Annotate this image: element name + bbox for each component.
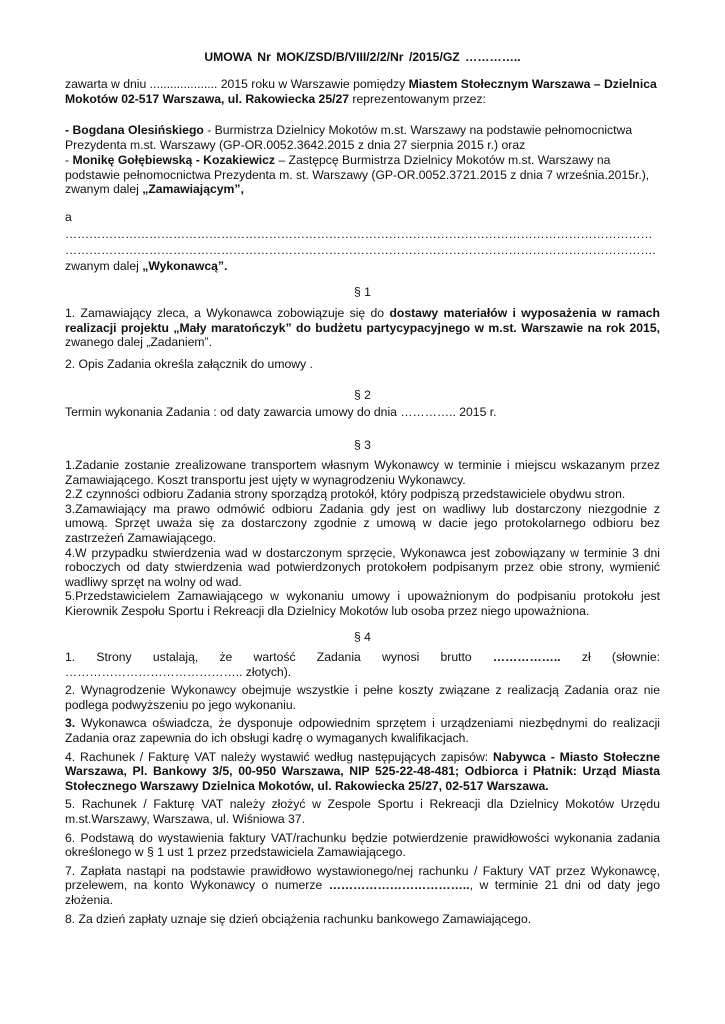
- s1-p1-bold: dostawy materiałów i wyposażenia w ramach realizacji projektu „Mały maratończyk” do budżetu partycypacyjnego w m.st. Warszawie na rok 2015,: [65, 306, 660, 335]
- s4-paragraph-8: 8. Za dzień zapłaty uznaje się dzień obciążenia rachunku bankowego Zamawiającego.: [65, 911, 532, 926]
- section-2-heading: § 2: [354, 388, 371, 402]
- section-2-paragraph: Termin wykonania Zadania : od daty zawarcia umowy do dnia ………….. 2015 r.: [65, 405, 497, 419]
- intro-paragraph: [65, 77, 660, 106]
- s4-p3-text: Wykonawca oświadcza, że dysponuje odpowiednim sprzętem i urządzeniami niezbędnymi do realizacji Zadania oraz zapewnia do ich obsługi kadrę o wymaganych kwalifikacjach.: [65, 716, 660, 745]
- s4-paragraph-6: 6. Podstawą do wystawienia faktury VAT/rachunku będzie potwierdzenie prawidłowości wykonania zadania określonego w § 1 ust 1 przez przedstawiciela Zamawiającego.: [65, 830, 660, 860]
- s4-paragraph-1: [65, 650, 660, 679]
- rep2-dash: -: [65, 153, 73, 167]
- section-1-paragraph-2: 2. Opis Zadania określa załącznik do umowy .: [65, 357, 313, 371]
- representative-1: [65, 123, 660, 152]
- rep2-name: Monikę Gołębiewską - Kozakiewicz: [72, 153, 275, 167]
- contractor-text: zwanym dalej: [65, 258, 143, 273]
- s4-p7-text-end: , w terminie 21 dni od daty jego złożenia.: [65, 878, 660, 907]
- s4-p4-text: 4. Rachunek / Fakturę VAT należy wystawić według następujących zapisów:: [65, 749, 494, 764]
- s1-p1-text: 1. Zamawiający zleca, a Wykonawca zobowiązuje się do: [65, 306, 390, 320]
- s4-p4-invoice-details: Nabywca - Miasto Stołeczne Warszawa, Pl. Bankowy 3/5, 00-950 Warszawa, NIP 525-22-48-481; Odbiorca i Płatnik: Urząd Miasta Stołecznego Warszawy Dzielnica Mokotów, ul. Rakowiecka 25/27, 02-517 Warszawa.: [65, 749, 660, 793]
- rep2-text: – Zastępcę Burmistrza Dzielnicy Mokotów m.st. Warszawy na podstawie pełnomocnictwa Prezydenta m. st. Warszawy (GP-OR.0052.3721.2015 z dnia 7 września.2015r.), zwanym dalej: [65, 153, 650, 197]
- rep1-name: - Bogdana Olesińskiego: [65, 123, 204, 137]
- s3-paragraph-3: 3.Zamawiający ma prawo odmówić odbioru Zadania gdy jest on wadliwy lub dostarczony niezgodnie z umową. Sprzęt uważa się za dostarczony zgodnie z umową w dacie jego protokolarnego odbioru bez zastrzeżeń Zamawiającego.: [65, 501, 660, 545]
- contractor-label: „Wykonawcą”.: [142, 258, 228, 273]
- section-1-paragraph-1: [65, 306, 660, 350]
- conjunction-a: a: [65, 210, 72, 224]
- section-4-heading: § 4: [354, 630, 371, 644]
- contractor-dots-line-1: …………………………………………………………………………………………………………………………………: [65, 226, 653, 241]
- ordering-party-label: „Zamawiającym”,: [142, 182, 244, 197]
- section-4-body: [65, 650, 660, 926]
- s3-paragraph-2: 2.Z czynności odbioru Zadania strony sporządzą protokół, który podpiszą przedstawiciele obydwu stron.: [65, 487, 626, 502]
- s4-p1-amount: ……………..: [492, 650, 561, 664]
- s4-paragraph-3: [65, 716, 660, 745]
- s1-p1-text-end: zwanego dalej „Zadaniem”.: [65, 335, 213, 350]
- s4-paragraph-2: 2. Wynagrodzenie Wykonawcy obejmuje wszystkie i pełne koszty związane z realizacją Zadania oraz nie podlega podwyższeniu po jego wykonaniu.: [65, 683, 660, 712]
- s3-paragraph-1: 1.Zadanie zostanie zrealizowane transportem własnym Wykonawcy w terminie i miejscu wskazanym przez Zamawiającego. Koszt transportu jest ujęty w wynagrodzeniu Wykonawcy.: [65, 458, 660, 487]
- rep1-text: - Burmistrza Dzielnicy Mokotów m.st. Warszawy na podstawie pełnomocnictwa Prezydenta m.st. Warszawy (GP-OR.0052.3642.2015 z dnia 27 sierpnia 2015 r.) oraz: [65, 123, 633, 152]
- s4-p1-text: 1. Strony ustalają, że wartość Zadania wynosi brutto: [65, 650, 493, 664]
- s4-paragraph-5: 5. Rachunek / Fakturę VAT należy złożyć w Zespole Sportu i Rekreacji dla Dzielnicy Mokotów Urzędu m.st.Warszawy, Warszawa, ul. Wiśniowa 37.: [65, 797, 660, 826]
- s3-paragraph-5: 5.Przedstawicielem Zamawiającego w wykonaniu umowy i upoważnionym do podpisaniu protokołu jest Kierownik Zespołu Sportu i Rekreacji dla Dzielnicy Mokotów lub osoba przez niego upoważniona.: [65, 589, 660, 618]
- s4-p1-text-end: zł (słownie: …………………………………….. złotych).: [65, 650, 660, 679]
- party-city-name: Miastem Stołecznym Warszawa – Dzielnica Mokotów 02-517 Warszawa, ul. Rakowiecka 25/27: [65, 77, 657, 106]
- s4-p3-number: 3.: [65, 716, 76, 731]
- intro-text: zawarta w dniu .................... 2015 roku w Warszawie pomiędzy: [65, 77, 409, 91]
- section-1-heading: § 1: [354, 285, 371, 299]
- contractor-dots-line-2: ………………………………………………………………………………………………………………………………….: [65, 243, 656, 258]
- intro-text-end: reprezentowanym przez:: [349, 91, 486, 106]
- party-2: [65, 210, 660, 273]
- s4-p7-text: 7. Zapłata nastąpi na podstawie prawidłowo wystawionego/nej rachunku / Faktury VAT przez Wykonawcę, przelewem, na konto Wykonawcy o numerze: [65, 863, 660, 893]
- s4-p7-account: ……………………………..: [328, 878, 470, 893]
- s4-paragraph-4: [65, 750, 660, 794]
- s3-paragraph-4: 4.W przypadku stwierdzenia wad w dostarczonym sprzęcie, Wykonawca jest zobowiązany w terminie 3 dni roboczych od daty stwierdzenia wad potwierdzonych protokołem podpisanym przez obie strony, wymienić wadliwy sprzęt na wolny od wad.: [65, 545, 660, 589]
- contract-title: UMOWA Nr MOK/ZSD/B/VIII/2/2/Nr /2015/GZ …………..: [204, 50, 521, 64]
- section-3-heading: § 3: [354, 438, 371, 452]
- representative-2: [65, 153, 660, 197]
- section-3-body: [65, 458, 660, 619]
- s4-paragraph-7: [65, 864, 660, 908]
